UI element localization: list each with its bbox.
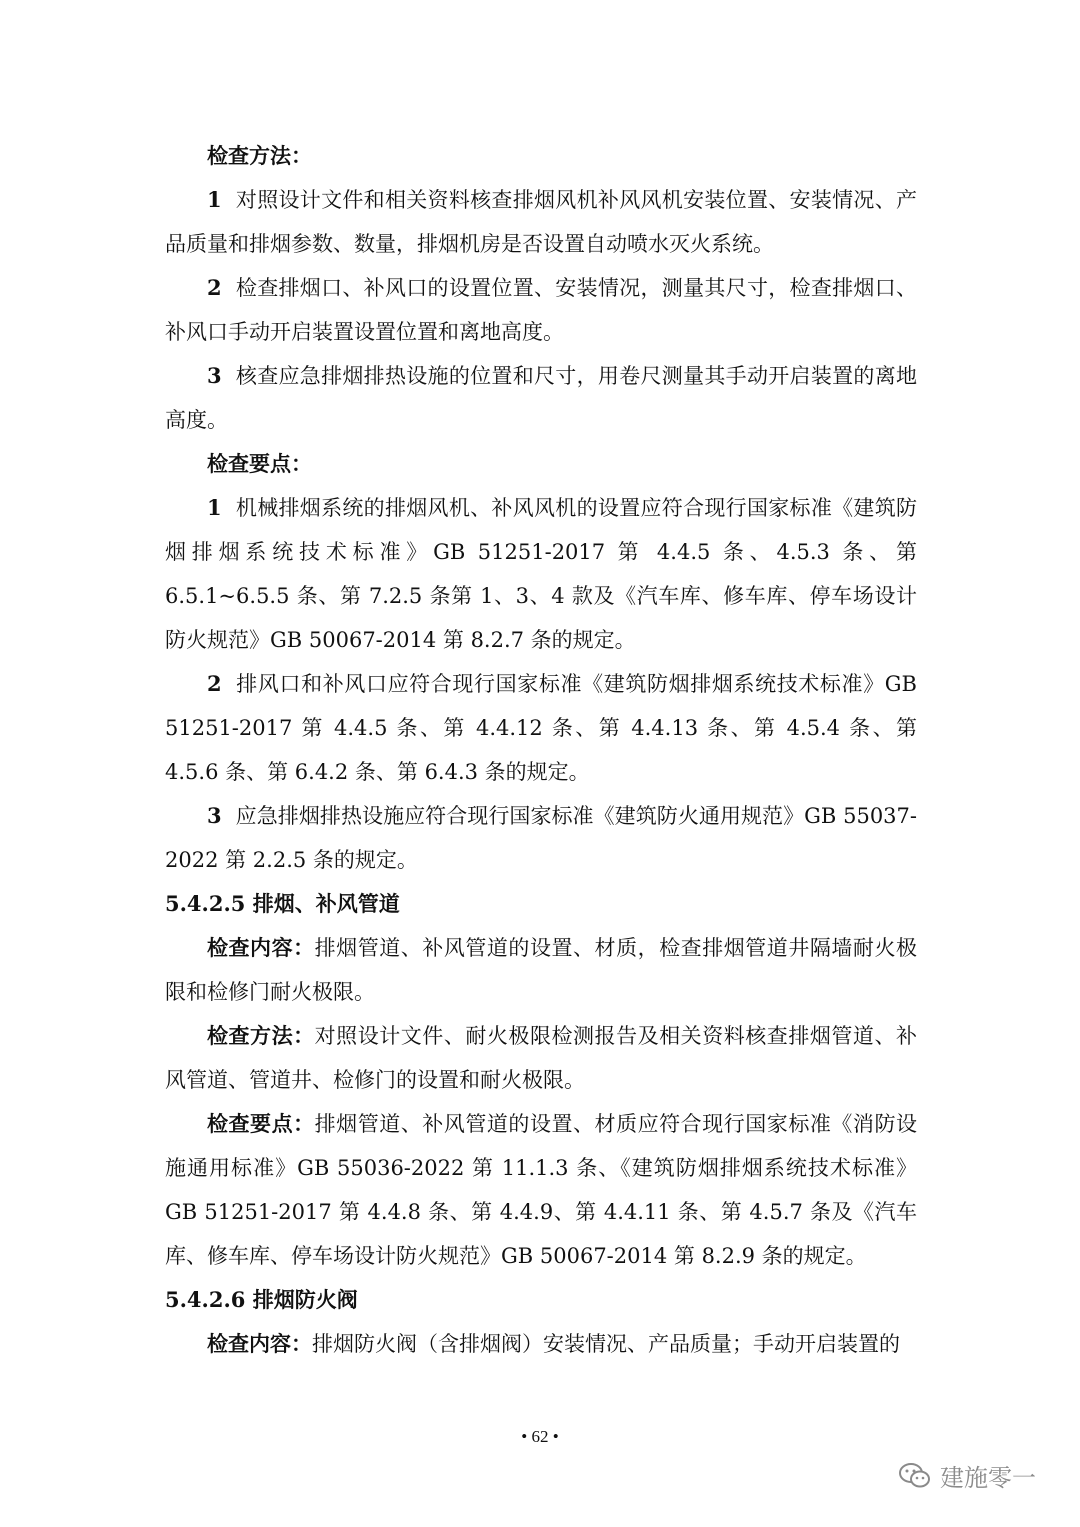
page-number: • 62 •: [521, 1427, 559, 1446]
section-5425-content: 检查内容：排烟管道、补风管道的设置、材质，检查排烟管道井隔墙耐火极限和检修门耐火极限。: [165, 935, 917, 1004]
watermark-text: 建施零一: [940, 1464, 1036, 1492]
points-item-2: 2 排风口和补风口应符合现行国家标准《建筑防烟排烟系统技术标准》GB 51251-2017 第 4.4.5 条、第 4.4.12 条、第 4.4.13 条、第 4.5.4 条、第 4.5.6 条、第 6.4.2 条、第 6.4.3 条的规定。: [165, 671, 917, 784]
points-heading: 检查要点：: [207, 451, 312, 476]
page-content: [165, 134, 917, 1366]
section-5426-heading: 5.4.2.6 排烟防火阀: [165, 1287, 358, 1312]
section-5425-points: 检查要点：排烟管道、补风管道的设置、材质应符合现行国家标准《消防设施通用标准》GB 55036-2022 第 11.1.3 条、《建筑防烟排烟系统技术标准》GB 51251-2017 第 4.4.8 条、第 4.4.9、第 4.4.11 条、第 4.5.7 条及《汽车库、修车库、停车场设计防火规范》GB 50067-2014 第 8.2.9 条的规定。: [165, 1111, 917, 1268]
points-item-1: 1 机械排烟系统的排烟风机、补风风机的设置应符合现行国家标准《建筑防烟排烟系统技术标准》GB 51251-2017 第 4.4.5 条、4.5.3 条、第 6.5.1~6.5.5 条、第 7.2.5 条第 1、3、4 款及《汽车库、修车库、停车场设计防火规范》GB 50067-2014 第 8.2.7 条的规定。: [165, 495, 917, 652]
section-5425-method: 检查方法：对照设计文件、耐火极限检测报告及相关资料核查排烟管道、补风管道、管道井、检修门的设置和耐火极限。: [165, 1023, 917, 1092]
method-item-3: 3 核查应急排烟排热设施的位置和尺寸，用卷尺测量其手动开启装置的离地高度。: [165, 363, 917, 432]
section-5426-content: 检查内容：排烟防火阀（含排烟阀）安装情况、产品质量；手动开启装置的: [207, 1331, 900, 1356]
section-5425-heading: 5.4.2.5 排烟、补风管道: [165, 891, 400, 916]
method-heading: 检查方法：: [207, 143, 312, 168]
watermark: [898, 1458, 1036, 1493]
points-item-3: 3 应急排烟排热设施应符合现行国家标准《建筑防火通用规范》GB 55037-2022 第 2.2.5 条的规定。: [165, 803, 917, 872]
method-item-2: 2 检查排烟口、补风口的设置位置、安装情况，测量其尺寸，检查排烟口、补风口手动开启装置设置位置和离地高度。: [165, 275, 917, 344]
wechat-icon: [898, 1461, 932, 1491]
method-item-1: 1 对照设计文件和相关资料核查排烟风机补风风机安装位置、安装情况、产品质量和排烟参数、数量，排烟机房是否设置自动喷水灭火系统。: [165, 187, 917, 256]
